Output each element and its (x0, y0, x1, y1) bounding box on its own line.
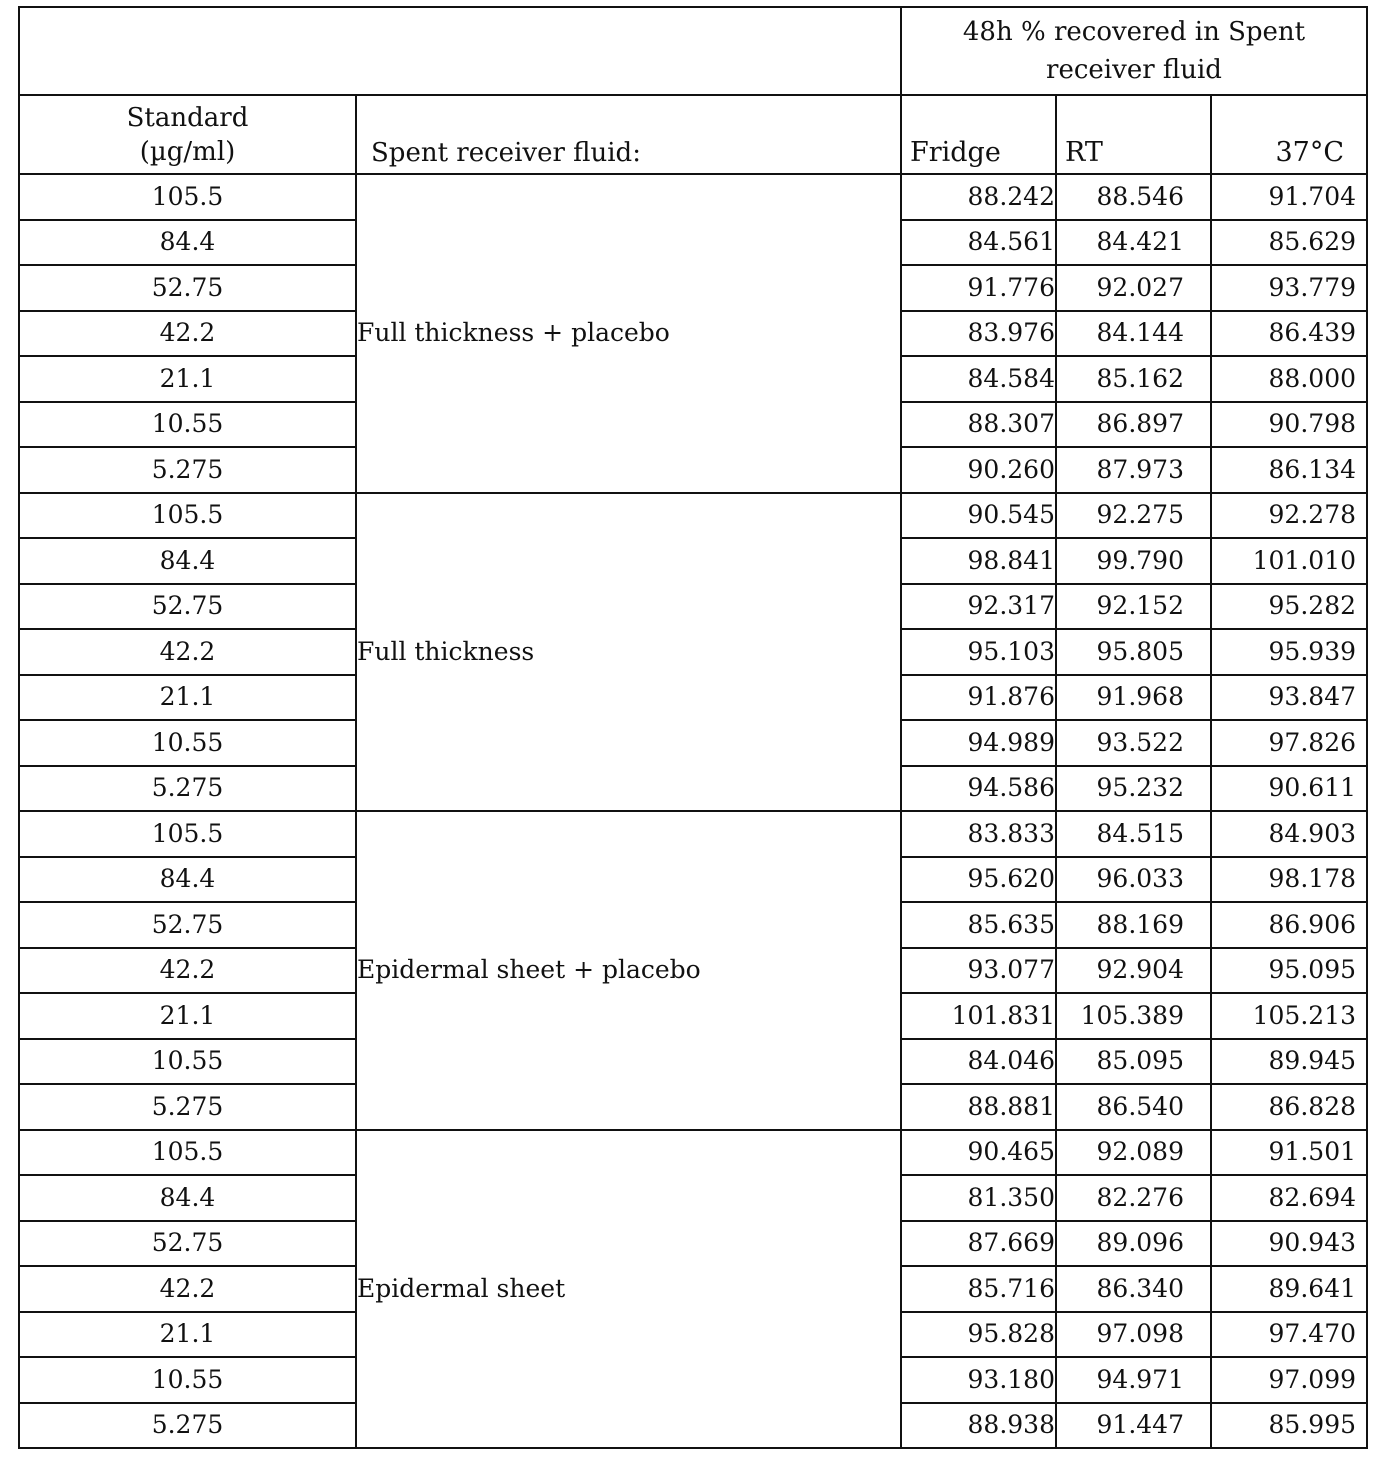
rt-value: 93.522 (1056, 720, 1211, 766)
group-label: Full thickness + placebo (356, 174, 901, 493)
standard-value: 52.75 (19, 1221, 356, 1267)
rt-value: 92.089 (1056, 1130, 1211, 1176)
column-header-rt: RT (1056, 95, 1211, 174)
table-row (19, 174, 1367, 220)
rt-value: 95.232 (1056, 766, 1211, 812)
table-title-cell (901, 7, 1367, 95)
c37-value: 86.439 (1211, 311, 1367, 357)
c37-value: 89.641 (1211, 1266, 1367, 1312)
standard-label: Standard (126, 102, 249, 133)
c37-value: 105.213 (1211, 993, 1367, 1039)
c37-value: 86.828 (1211, 1084, 1367, 1130)
standard-value: 5.275 (19, 1084, 356, 1130)
c37-value: 101.010 (1211, 538, 1367, 584)
standard-value: 105.5 (19, 493, 356, 539)
standard-value: 42.2 (19, 948, 356, 994)
standard-value: 5.275 (19, 766, 356, 812)
rt-value: 97.098 (1056, 1312, 1211, 1358)
recovery-table (18, 6, 1368, 1449)
fridge-value: 101.831 (901, 993, 1056, 1039)
rt-value: 92.152 (1056, 584, 1211, 630)
column-header-standard (19, 95, 356, 174)
c37-value: 98.178 (1211, 857, 1367, 903)
c37-value: 86.906 (1211, 902, 1367, 948)
standard-value: 21.1 (19, 356, 356, 402)
table-body (19, 174, 1367, 1448)
rt-value: 84.515 (1056, 811, 1211, 857)
group-label: Epidermal sheet (356, 1130, 901, 1449)
c37-value: 90.611 (1211, 766, 1367, 812)
c37-value: 85.629 (1211, 220, 1367, 266)
rt-value: 87.973 (1056, 447, 1211, 493)
standard-value: 84.4 (19, 857, 356, 903)
standard-value: 105.5 (19, 174, 356, 220)
rt-value: 85.162 (1056, 356, 1211, 402)
rt-value: 95.805 (1056, 629, 1211, 675)
c37-value: 85.995 (1211, 1403, 1367, 1449)
fridge-value: 95.620 (901, 857, 1056, 903)
table-row (19, 1130, 1367, 1176)
rt-value: 86.340 (1056, 1266, 1211, 1312)
group-label: Full thickness (356, 493, 901, 812)
fridge-value: 90.465 (901, 1130, 1056, 1176)
rt-value: 92.027 (1056, 265, 1211, 311)
column-header-37c: 37°C (1211, 95, 1367, 174)
standard-value: 21.1 (19, 1312, 356, 1358)
fridge-value: 85.716 (901, 1266, 1056, 1312)
standard-value: 21.1 (19, 675, 356, 721)
standard-value: 84.4 (19, 1175, 356, 1221)
fridge-value: 88.938 (901, 1403, 1056, 1449)
rt-value: 96.033 (1056, 857, 1211, 903)
fridge-value: 84.561 (901, 220, 1056, 266)
fridge-value: 87.669 (901, 1221, 1056, 1267)
rt-value: 88.169 (1056, 902, 1211, 948)
standard-value: 5.275 (19, 1403, 356, 1449)
c37-value: 95.095 (1211, 948, 1367, 994)
fridge-value: 93.077 (901, 948, 1056, 994)
standard-value: 52.75 (19, 265, 356, 311)
header-blank-cell (19, 7, 901, 95)
fridge-value: 95.828 (901, 1312, 1056, 1358)
column-header-fridge: Fridge (901, 95, 1056, 174)
standard-value: 42.2 (19, 311, 356, 357)
rt-value: 105.389 (1056, 993, 1211, 1039)
c37-value: 91.704 (1211, 174, 1367, 220)
c37-value: 90.943 (1211, 1221, 1367, 1267)
fridge-value: 92.317 (901, 584, 1056, 630)
standard-value: 10.55 (19, 402, 356, 448)
column-header-fluid: Spent receiver fluid: (356, 95, 901, 174)
c37-value: 88.000 (1211, 356, 1367, 402)
standard-value: 42.2 (19, 1266, 356, 1312)
standard-value: 84.4 (19, 220, 356, 266)
fridge-value: 98.841 (901, 538, 1056, 584)
standard-unit-label: (µg/ml) (139, 136, 236, 167)
standard-value: 10.55 (19, 1039, 356, 1085)
standard-value: 52.75 (19, 584, 356, 630)
standard-value: 105.5 (19, 1130, 356, 1176)
fridge-value: 95.103 (901, 629, 1056, 675)
fridge-value: 84.046 (901, 1039, 1056, 1085)
rt-value: 86.897 (1056, 402, 1211, 448)
standard-value: 10.55 (19, 720, 356, 766)
c37-value: 93.779 (1211, 265, 1367, 311)
c37-value: 84.903 (1211, 811, 1367, 857)
standard-value: 84.4 (19, 538, 356, 584)
c37-value: 93.847 (1211, 675, 1367, 721)
group-label: Epidermal sheet + placebo (356, 811, 901, 1130)
c37-value: 95.939 (1211, 629, 1367, 675)
c37-value: 97.099 (1211, 1357, 1367, 1403)
fridge-value: 94.586 (901, 766, 1056, 812)
rt-value: 94.971 (1056, 1357, 1211, 1403)
fridge-value: 93.180 (901, 1357, 1056, 1403)
c37-value: 97.470 (1211, 1312, 1367, 1358)
rt-value: 92.904 (1056, 948, 1211, 994)
header-row-title (19, 7, 1367, 95)
c37-value: 91.501 (1211, 1130, 1367, 1176)
rt-value: 86.540 (1056, 1084, 1211, 1130)
header-row-columns (19, 95, 1367, 174)
fridge-value: 88.307 (901, 402, 1056, 448)
fridge-value: 88.242 (901, 174, 1056, 220)
standard-value: 5.275 (19, 447, 356, 493)
rt-value: 88.546 (1056, 174, 1211, 220)
rt-value: 89.096 (1056, 1221, 1211, 1267)
c37-value: 95.282 (1211, 584, 1367, 630)
c37-value: 89.945 (1211, 1039, 1367, 1085)
table-row (19, 811, 1367, 857)
c37-value: 86.134 (1211, 447, 1367, 493)
rt-value: 85.095 (1056, 1039, 1211, 1085)
standard-value: 21.1 (19, 993, 356, 1039)
c37-value: 90.798 (1211, 402, 1367, 448)
c37-value: 82.694 (1211, 1175, 1367, 1221)
fridge-value: 94.989 (901, 720, 1056, 766)
table-title-line2: receiver fluid (1046, 55, 1222, 85)
rt-value: 84.421 (1056, 220, 1211, 266)
fridge-value: 81.350 (901, 1175, 1056, 1221)
fridge-value: 83.833 (901, 811, 1056, 857)
fridge-value: 84.584 (901, 356, 1056, 402)
rt-value: 92.275 (1056, 493, 1211, 539)
fridge-value: 83.976 (901, 311, 1056, 357)
rt-value: 91.968 (1056, 675, 1211, 721)
standard-value: 52.75 (19, 902, 356, 948)
fridge-value: 85.635 (901, 902, 1056, 948)
standard-value: 42.2 (19, 629, 356, 675)
standard-value: 10.55 (19, 1357, 356, 1403)
fridge-value: 90.260 (901, 447, 1056, 493)
fridge-value: 90.545 (901, 493, 1056, 539)
rt-value: 82.276 (1056, 1175, 1211, 1221)
fridge-value: 88.881 (901, 1084, 1056, 1130)
c37-value: 92.278 (1211, 493, 1367, 539)
standard-value: 105.5 (19, 811, 356, 857)
fridge-value: 91.876 (901, 675, 1056, 721)
c37-value: 97.826 (1211, 720, 1367, 766)
table-row (19, 493, 1367, 539)
rt-value: 99.790 (1056, 538, 1211, 584)
rt-value: 84.144 (1056, 311, 1211, 357)
rt-value: 91.447 (1056, 1403, 1211, 1449)
fridge-value: 91.776 (901, 265, 1056, 311)
table-title-line1: 48h % recovered in Spent (962, 17, 1306, 47)
